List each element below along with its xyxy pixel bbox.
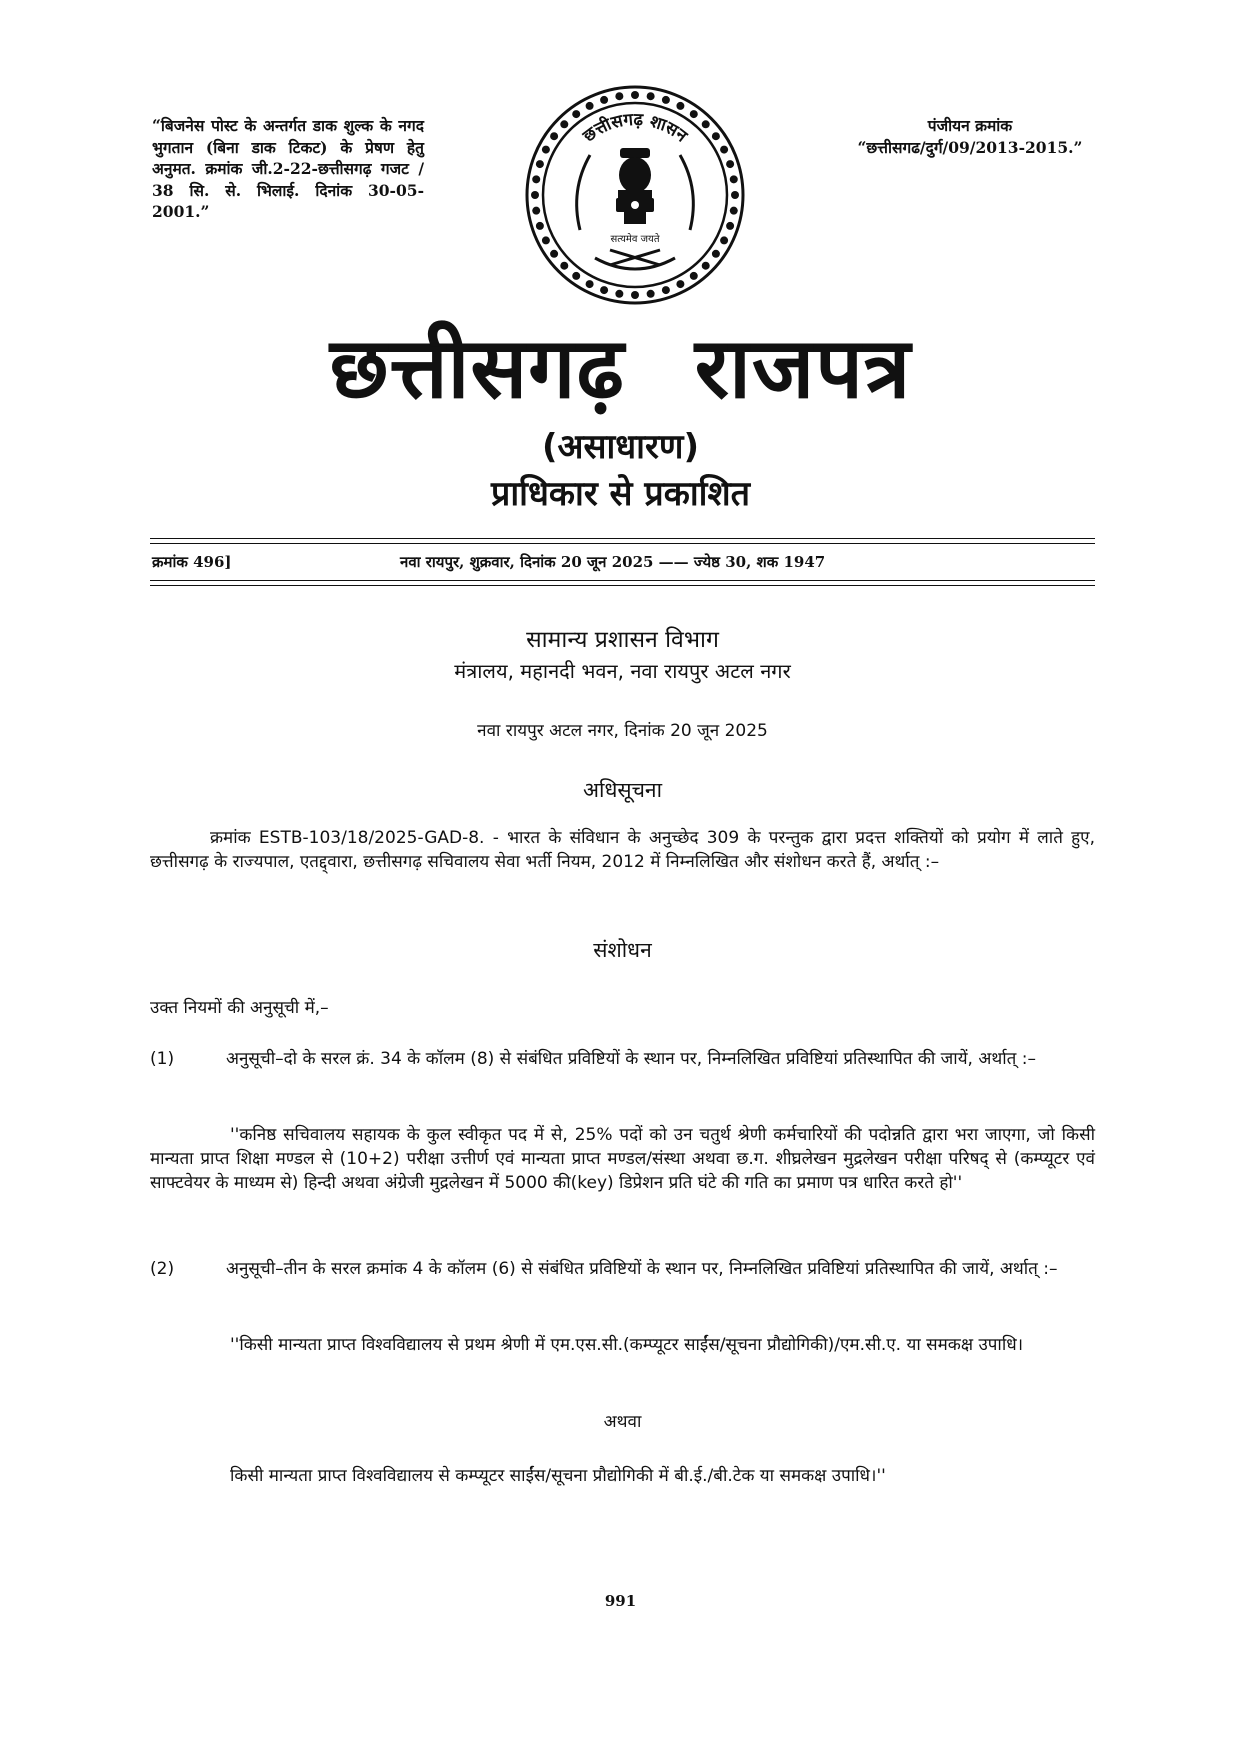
amendment-heading: संशोधन (593, 938, 652, 962)
seal-ring-dot (572, 110, 580, 118)
gazette-title-part2: राजपत्र (694, 319, 912, 417)
header-rule-top-double (150, 543, 1095, 544)
amendment-item-2-number: (2) (150, 1259, 175, 1279)
amendment-item-2-quote-b: किसी मान्यता प्राप्त विश्वविद्यालय से कम्प्यूटर साईंस/सूचना प्रौद्योगिकी में बी.ई./बी.टेक या समकक्ष उपाधि।'' (230, 1466, 886, 1486)
registration-label: पंजीयन क्रमांक (927, 116, 1013, 135)
seal-ring-dot (531, 191, 539, 199)
seal-ring-dot (631, 291, 639, 299)
department-name: सामान्य प्रशासन विभाग (526, 627, 719, 653)
amendment-item-1 (150, 1047, 1095, 1071)
seal-ring-dot (730, 175, 738, 183)
gazette-authority-line: प्राधिकार से प्रकाशित (491, 474, 750, 514)
seal-ring-dot (542, 236, 550, 244)
schedule-intro-line: उक्त नियमों की अनुसूची में,– (150, 998, 329, 1018)
seal-ring-dot (647, 92, 655, 100)
header-rule-bottom-double (150, 585, 1095, 586)
seal-ring-dot (662, 286, 670, 294)
seal-ring-dot (542, 146, 550, 154)
seal-ring-dot (730, 207, 738, 215)
seal-ring-dot (647, 290, 655, 298)
issue-dateline: नवा रायपुर, शुक्रवार, दिनांक 20 जून 2025 —— ज्येष्ठ 30, शक 1947 (400, 553, 826, 571)
amendment-item-1-text: अनुसूची–दो के सरल क्रं. 34 के कॉलम (8) से संबंधित प्रविष्टियों के स्थान पर, निम्नलिखित प्रविष्टियां प्रतिस्थापित की जायें, अर्थात् :– (226, 1049, 1036, 1069)
amendment-item-1-quote: ''कनिष्ठ सचिवालय सहायक के कुल स्वीकृत पद में से, 25% पदों को उन चतुर्थ श्रेणी कर्मचारियों की पदोन्नति द्वारा भरा जाएगा, जो किसी मान्यता प्राप्त शिक्षा मण्डल से (10+2) परीक्षा उत्तीर्ण एवं मान्यता प्राप्त मण्डल/संस्था अथवा छ.ग. शीघ्रलेखन मुद्रलेखन परीक्षा परिषद् से (कम्प्यूटर एवं साफ्टवेयर के माध्यम से) हिन्दी अथवा अंग्रेजी मुद्रलेखन में 5000 की(key) डिप्रेशन प्रति घंटे की गति का प्रमाण पत्र धारित करते हो'' (150, 1125, 1095, 1193)
seal-ring-dot (586, 102, 594, 110)
seal-ring-dot (720, 236, 728, 244)
seal-ring-dot (615, 92, 623, 100)
seal-ring-dot (726, 222, 734, 230)
page-number: 991 (604, 1592, 637, 1610)
seal-ring-dot (615, 290, 623, 298)
state-emblem-seal (520, 80, 750, 310)
header-rule-bottom (150, 580, 1095, 581)
seal-ring-dot (702, 262, 710, 270)
seal-ring-dot (676, 280, 684, 288)
seal-ring-dot (532, 207, 540, 215)
seal-ring-dot (536, 222, 544, 230)
seal-ring-dot (731, 191, 739, 199)
seal-ring-dot (572, 272, 580, 280)
amendment-item-2-quote-a: ''किसी मान्यता प्राप्त विश्वविद्यालय से प्रथम श्रेणी में एम.एस.सी.(कम्प्यूटर साईंस/सूचना प्रौद्योगिकी)/एम.सी.ए. या समकक्ष उपाधि। (230, 1335, 1024, 1355)
notice-date: नवा रायपुर अटल नगर, दिनांक 20 जून 2025 (477, 721, 768, 741)
registration-number: “छत्तीसगढ/दुर्ग/09/2013-2015.” (857, 137, 1083, 157)
seal-ring-dot (712, 132, 720, 140)
seal-ring-dot (532, 175, 540, 183)
seal-ring-dot (712, 250, 720, 258)
notice-heading: अधिसूचना (582, 778, 663, 802)
seal-ring-dot (690, 272, 698, 280)
seal-ring-dot (600, 96, 608, 104)
gazette-title-part1: छत्तीसगढ़ (329, 319, 625, 417)
postal-permit-note: “बिजनेस पोस्ट के अन्तर्गत डाक शुल्क के नगद भुगतान (बिना डाक टिकट) के प्रेषण हेतु अनुमत. क्रमांक जी.2-22-छत्तीसगढ़ गजट / 38 सि. से. भिलाई. दिनांक 30-05-2001.” (152, 116, 424, 221)
seal-ring-dot (560, 262, 568, 270)
issue-number: क्रमांक 496] (152, 553, 232, 571)
seal-ring-dot (536, 160, 544, 168)
seal-ring-dot (720, 146, 728, 154)
seal-ring-dot (726, 160, 734, 168)
seal-ring-dot (600, 286, 608, 294)
gazette-subtitle: (असाधारण) (541, 427, 700, 467)
seal-ring-dot (631, 91, 639, 99)
or-separator: अथवा (603, 1412, 642, 1432)
department-address: मंत्रालय, महानदी भवन, नवा रायपुर अटल नगर (454, 659, 791, 683)
crossed-tools-icon (595, 250, 675, 269)
seal-motto: सत्यमेव जयते (610, 234, 660, 245)
notice-intro-paragraph: क्रमांक ESTB-103/18/2025-GAD-8. - भारत के संविधान के अनुच्छेद 309 के परन्तुक द्वारा प्रदत्त शक्तियों को प्रयोग में लाते हुए, छत्तीसगढ़ के राज्यपाल, एतद्द्वारा, छत्तीसगढ़ सचिवालय सेवा भर्ती नियम, 2012 में निम्नलिखित और संशोधन करते हैं, अर्थात् :– (150, 828, 1095, 872)
seal-ring-dot (676, 102, 684, 110)
seal-ring-dot (550, 250, 558, 258)
amendment-item-1-number: (1) (150, 1049, 175, 1069)
seal-ring-dot (702, 120, 710, 128)
lion-capital-icon (616, 148, 654, 224)
gazette-title (0, 318, 1241, 418)
seal-ring-dot (560, 120, 568, 128)
amendment-item-2 (150, 1257, 1095, 1281)
registration-block (820, 115, 1120, 158)
seal-ring-dot (586, 280, 594, 288)
seal-ring-dot (550, 132, 558, 140)
seal-ring-dot (662, 96, 670, 104)
amendment-item-2-text: अनुसूची–तीन के सरल क्रमांक 4 के कॉलम (6) से संबंधित प्रविष्टियों के स्थान पर, निम्नलिखित प्रविष्टियां प्रतिस्थापित की जायें, अर्थात् :– (226, 1259, 1058, 1279)
header-rule-top (150, 538, 1095, 539)
seal-top-text: छत्तीसगढ़ शासन (579, 109, 691, 147)
seal-ring-dot (690, 110, 698, 118)
